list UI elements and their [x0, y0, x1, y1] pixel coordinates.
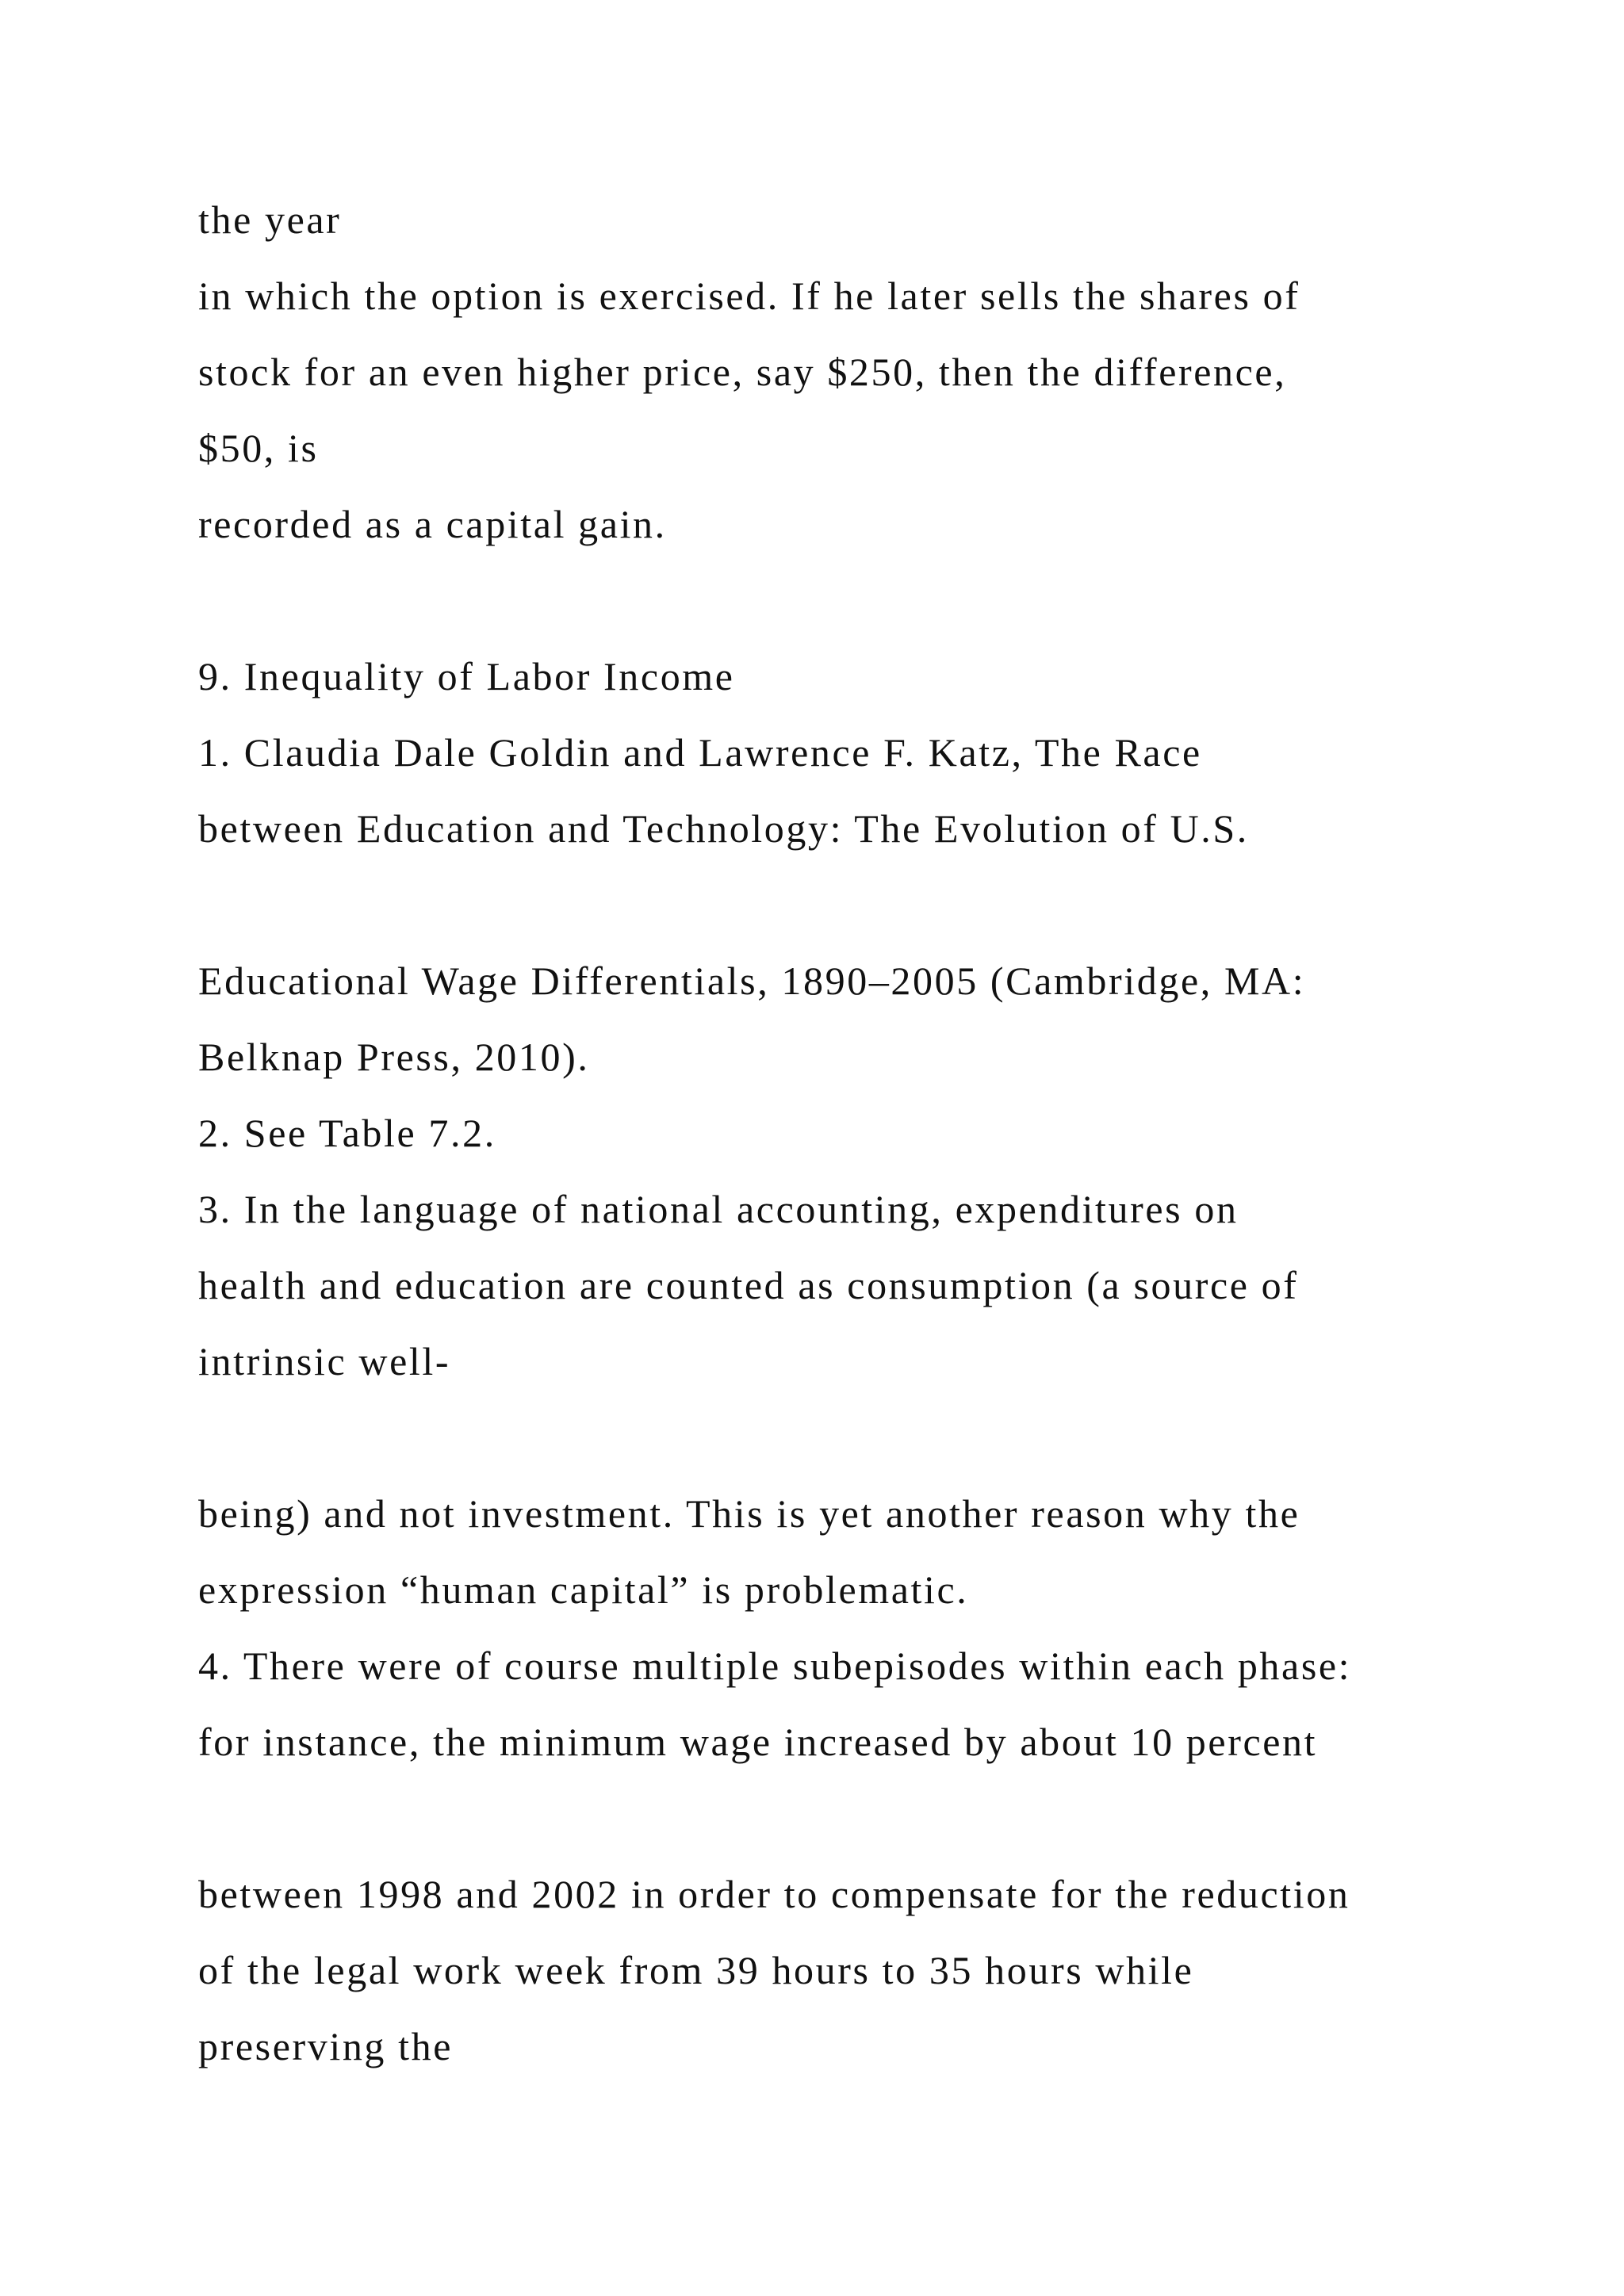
text-line: expression “human capital” is problematic.	[198, 1567, 969, 1612]
text-line: in which the option is exercised. If he later sells the shares of	[198, 274, 1300, 318]
text-line: Belknap Press, 2010).	[198, 1035, 590, 1079]
text-line: 3. In the language of national accounting, expenditures on	[198, 1187, 1239, 1231]
text-line: being) and not investment. This is yet another reason why the	[198, 1491, 1300, 1536]
text-line: of the legal work week from 39 hours to 35 hours while	[198, 1948, 1194, 1992]
text-line: preserving the	[198, 2024, 454, 2068]
text-line: $50, is	[198, 426, 319, 470]
text-line: between 1998 and 2002 in order to compensate for the reduction	[198, 1872, 1350, 1916]
text-line: between Education and Technology: The Evolution of U.S.	[198, 806, 1249, 851]
section-heading: 9. Inequality of Labor Income	[198, 654, 735, 698]
text-line: for instance, the minimum wage increased by about 10 percent	[198, 1720, 1318, 1764]
text-line: intrinsic well-	[198, 1339, 451, 1383]
text-line: the year	[198, 197, 342, 242]
text-line: health and education are counted as consumption (a source of	[198, 1263, 1299, 1307]
text-line: recorded as a capital gain.	[198, 502, 667, 546]
text-line: 2. See Table 7.2.	[198, 1111, 496, 1155]
text-line: Educational Wage Differentials, 1890–2005 (Cambridge, MA:	[198, 959, 1306, 1003]
text-line: 1. Claudia Dale Goldin and Lawrence F. Katz, The Race	[198, 730, 1202, 775]
text-line: stock for an even higher price, say $250, then the difference,	[198, 350, 1287, 394]
text-line: 4. There were of course multiple subepisodes within each phase:	[198, 1644, 1352, 1688]
